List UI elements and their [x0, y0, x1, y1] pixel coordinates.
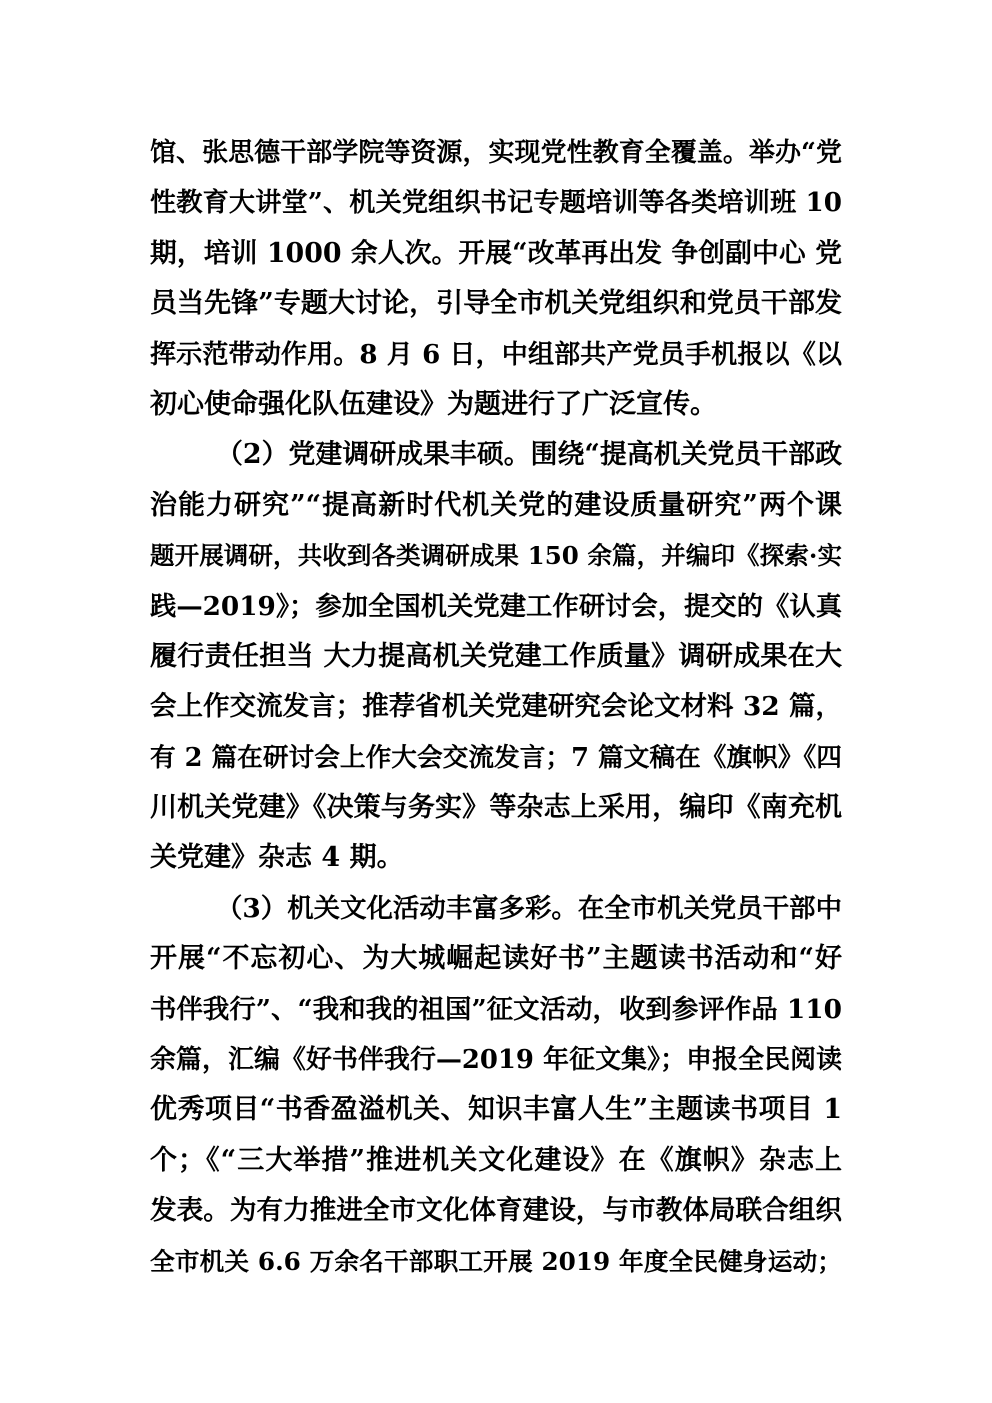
text-line: 初心使命强化队伍建设》为题进行了广泛宣传。 — [150, 388, 717, 420]
text-line: （3）机关文化活动丰富多彩。在全市机关党员干部中 — [216, 892, 842, 924]
text-line: 有 2 篇在研讨会上作大会交流发言；7 篇文稿在《旗帜》《四 — [150, 742, 842, 773]
text-line: 履行责任担当 大力提高机关党建工作质量》调研成果在大 — [150, 640, 842, 672]
text-line: （2）党建调研成果丰硕。围绕“提高机关党员干部政 — [216, 439, 842, 471]
text-line: 践—2019》；参加全国机关党建工作研讨会，提交的《认真 — [150, 590, 842, 622]
text-line: 题开展调研，共收到各类调研成果 150 余篇，并编印《探索·实 — [150, 541, 842, 571]
text-line: 开展“不忘初心、为大城崛起读好书”主题读书活动和“好 — [150, 943, 842, 975]
text-line: 期，培训 1000 余人次。开展“改革再出发 争创副中心 党 — [150, 237, 842, 269]
text-line: 会上作交流发言；推荐省机关党建研究会论文材料 32 篇， — [150, 691, 842, 723]
text-line: 员当先锋”专题大讨论，引导全市机关党组织和党员干部发 — [150, 288, 842, 320]
text-line: 书伴我行”、“我和我的祖国”征文活动，收到参评作品 110 — [150, 993, 842, 1025]
text-line: 个；《“三大举措”推进机关文化建设》在《旗帜》杂志上 — [150, 1144, 842, 1176]
text-line: 馆、张思德干部学院等资源，实现党性教育全覆盖。举办“党 — [150, 138, 842, 168]
text-line: 全市机关 6.6 万余名干部职工开展 2019 年度全民健身运动； — [150, 1246, 842, 1276]
document-body — [150, 128, 842, 1287]
text-line: 川机关党建》《决策与务实》等杂志上采用，编印《南充机 — [150, 792, 842, 824]
text-line: 余篇，汇编《好书伴我行—2019 年征文集》；申报全民阅读 — [150, 1045, 842, 1076]
text-line: 优秀项目“书香盈溢机关、知识丰富人生”主题读书项目 1 — [150, 1094, 842, 1126]
text-line: 性教育大讲堂”、机关党组织书记专题培训等各类培训班 10 — [150, 187, 842, 219]
text-line: 治能力研究”“提高新时代机关党的建设质量研究”两个课 — [150, 489, 842, 521]
text-line: 关党建》杂志 4 期。 — [150, 842, 404, 874]
text-line: 发表。为有力推进全市文化体育建设，与市教体局联合组织 — [150, 1195, 842, 1227]
text-line: 挥示范带动作用。8 月 6 日，中组部共产党员手机报以《以 — [150, 338, 842, 370]
